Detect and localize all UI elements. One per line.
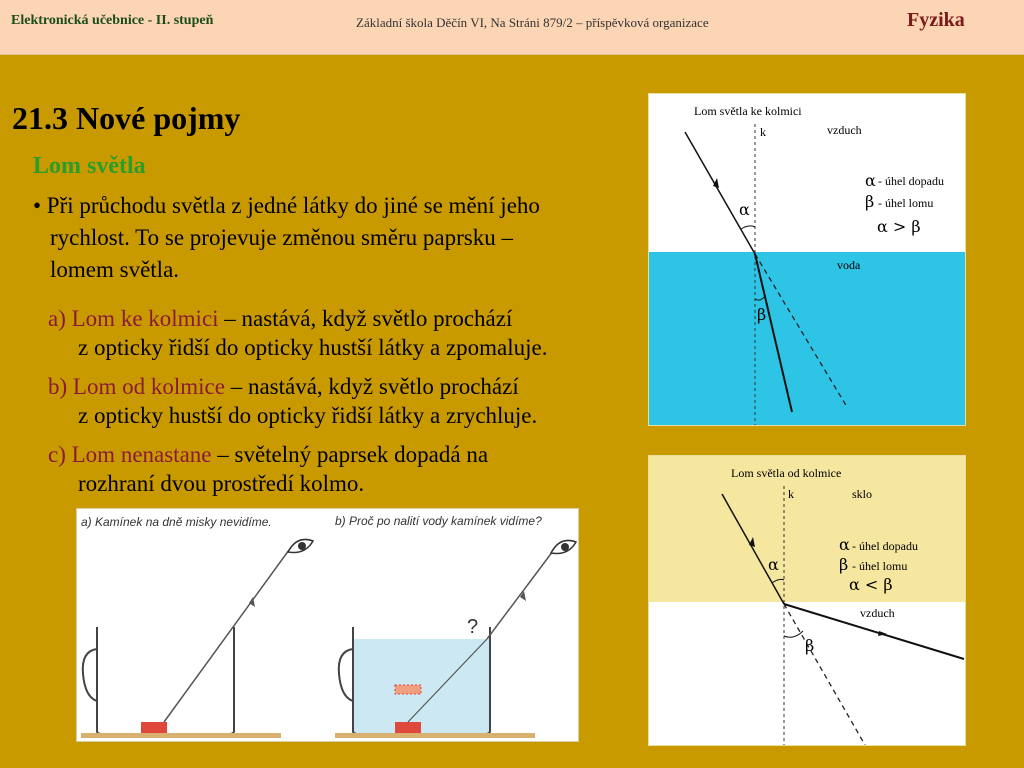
fig2-legend-beta-symbol: β — [839, 555, 849, 574]
left-pebble — [141, 722, 167, 733]
fig1-legend-alpha-symbol: α — [865, 171, 876, 190]
sketch-background — [77, 509, 578, 741]
fig1-legend-beta-text: - úhel lomu — [878, 196, 934, 210]
apparent-pebble — [395, 685, 421, 694]
fig2-legend-beta-text: - úhel lomu — [852, 559, 908, 573]
fig1-relation: α > β — [877, 217, 921, 236]
sketch-label-b: b) Proč po nalití vody kamínek vidíme? — [335, 514, 542, 528]
intro-paragraph — [33, 190, 613, 286]
fig1-title: Lom světla ke kolmici — [694, 104, 802, 118]
air-region-2 — [649, 602, 965, 745]
fig2-legend-alpha-symbol: α — [839, 535, 850, 554]
fig1-legend-alpha-text: - úhel dopadu — [878, 174, 944, 188]
textbook-name: Elektronická učebnice - II. stupeň — [11, 13, 214, 28]
item-c-prefix: c) — [48, 442, 72, 467]
fig2-normal-label: k — [788, 487, 794, 501]
figure-refraction-away-from-normal — [648, 455, 966, 746]
item-a — [48, 304, 548, 362]
water-region — [649, 252, 965, 425]
right-pebble — [395, 722, 421, 733]
intro-line-3: lomem světla. — [50, 257, 180, 282]
section-subtitle: Lom světla — [33, 153, 146, 179]
left-table — [81, 733, 281, 738]
figure-refraction-toward-normal — [648, 93, 966, 426]
right-table — [335, 733, 535, 738]
item-a-prefix: a) — [48, 306, 72, 331]
figure-1-drawing — [649, 94, 965, 425]
subject-name: Fyzika — [907, 9, 965, 31]
item-c-term: Lom nenastane — [71, 442, 212, 467]
fig2-legend-alpha-text: - úhel dopadu — [852, 539, 918, 553]
item-c-rest: – světelný paprsek dopadá na — [211, 442, 489, 467]
fig1-beta: β — [757, 305, 767, 324]
item-a-line2: z opticky řidší do opticky hustší látky a zpomaluje. — [78, 335, 548, 360]
fig1-top-medium: vzduch — [827, 123, 862, 137]
item-b-line2: z opticky hustší do opticky řidší látky a zrychluje. — [78, 403, 538, 428]
fig1-alpha: α — [739, 200, 750, 219]
fig2-title: Lom světla od kolmice — [731, 466, 842, 480]
item-b-term: Lom od kolmice — [72, 374, 225, 399]
item-a-rest: – nastává, když světlo prochází — [218, 306, 513, 331]
sketch-label-a: a) Kamínek na dně misky nevidíme. — [81, 515, 272, 529]
fig1-bottom-medium: voda — [837, 258, 861, 272]
item-b-rest: – nastává, když světlo prochází — [224, 374, 519, 399]
item-b-prefix: b) — [48, 374, 73, 399]
figure-pebble-bowl — [76, 508, 579, 742]
question-mark: ? — [467, 616, 479, 638]
item-c — [48, 440, 488, 498]
left-eye-pupil — [298, 542, 306, 550]
item-a-term: Lom ke kolmici — [71, 306, 219, 331]
pebble-sketch-drawing — [77, 509, 578, 741]
fig2-beta: β — [805, 636, 815, 655]
fig2-top-medium: sklo — [852, 487, 873, 501]
school-name: Základní škola Děčín VI, Na Stráni 879/2 – příspěvková organizace — [356, 15, 709, 30]
fig2-bottom-medium: vzduch — [860, 606, 895, 620]
item-b — [48, 372, 537, 430]
page-title: 21.3 Nové pojmy — [12, 100, 241, 136]
figure-2-drawing — [649, 456, 965, 745]
intro-line-2: rychlost. To se projevuje změnou směru paprsku – — [50, 225, 513, 250]
item-c-line2: rozhraní dvou prostředí kolmo. — [78, 471, 365, 496]
intro-line-1: • Při průchodu světla z jedné látky do jiné se mění jeho — [33, 193, 540, 218]
water-in-bowl — [353, 639, 490, 734]
header-bar — [0, 0, 1024, 55]
fig1-legend-beta-symbol: β — [865, 192, 875, 211]
fig2-alpha: α — [768, 555, 779, 574]
fig2-relation: α < β — [849, 575, 893, 594]
fig1-normal-label: k — [760, 125, 766, 139]
right-eye-pupil — [561, 543, 569, 551]
